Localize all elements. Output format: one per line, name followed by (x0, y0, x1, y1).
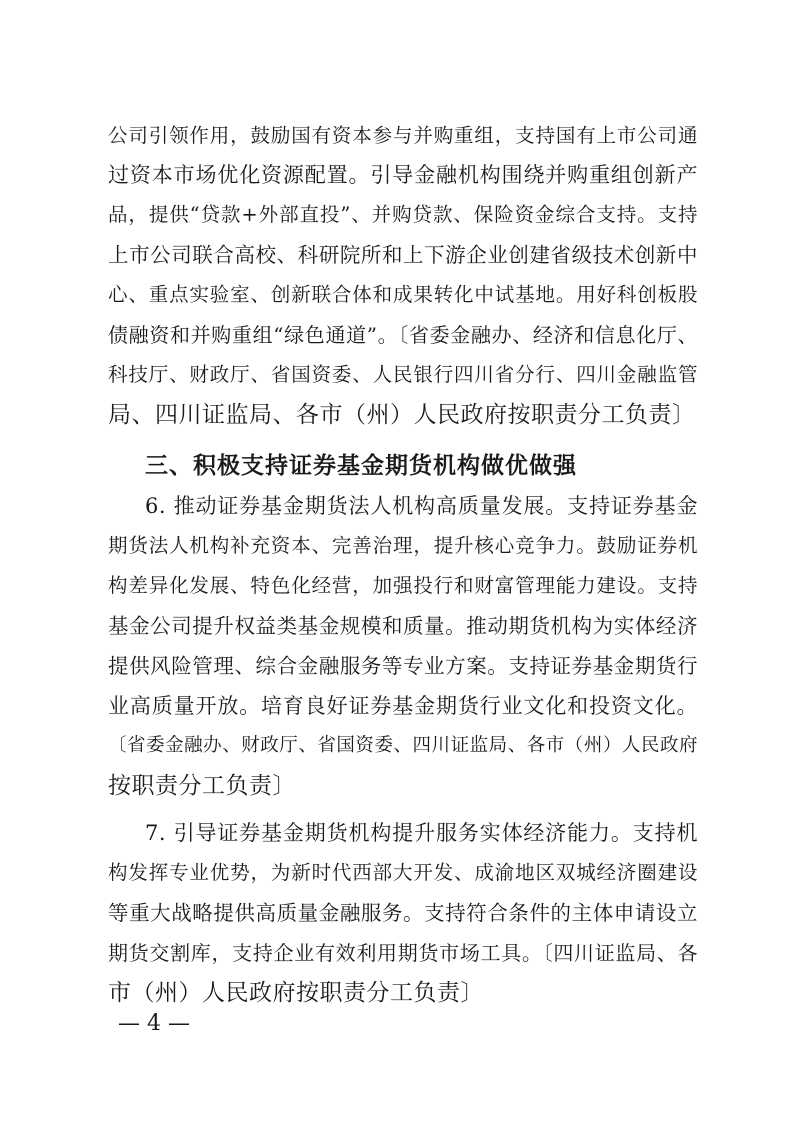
text-line: 业高质量开放。培育良好证券基金期货行业文化和投资文化。 (108, 694, 698, 718)
text-line: 上市公司联合高校、科研院所和上下游企业创建省级技术创新中 (108, 243, 698, 267)
text-line: 6. 推动证券基金期货法人机构高质量发展。支持证券基金 (145, 494, 698, 518)
text-line: 构发挥专业优势，为新时代西部大开发、成渝地区双城经济圈建设 (108, 861, 698, 884)
text-line: 公司引领作用，鼓励国有资本参与并购重组，支持国有上市公司通 (108, 124, 698, 147)
text-line: 债融资和并购重组“绿色通道”。〔省委金融办、经济和信息化厅、 (108, 323, 698, 347)
text-line: 〔省委金融办、财政厅、省国资委、四川证监局、各市（州）人民政府 (108, 735, 698, 756)
text-line: 构差异化发展、特色化经营，加强投行和财富管理能力建设。支持 (108, 574, 698, 597)
text-line: 提供风险管理、综合金融服务等专业方案。支持证券基金期货行 (108, 654, 698, 678)
text-line: 期货交割库，支持企业有效利用期货市场工具。〔四川证监局、各 (108, 941, 698, 965)
text-line: 局、四川证监局、各市（州）人民政府按职责分工负责〕 (108, 402, 696, 428)
text-line: 7. 引导证券基金期货机构提升服务实体经济能力。支持机 (145, 821, 698, 845)
text-line: 心、重点实验室、创新联合体和成果转化中试基地。用好科创板股 (108, 283, 698, 306)
text-line: 基金公司提升权益类基金规模和质量。推动期货机构为实体经济 (108, 614, 698, 638)
text-line: 科技厅、财政厅、省国资委、人民银行四川省分行、四川金融监管 (108, 363, 698, 386)
page-number: — 4 — (118, 1011, 190, 1036)
text-line: 按职责分工负责〕 (108, 773, 296, 799)
text-line: 品，提供“贷款+外部直投”、并购贷款、保险资金综合支持。支持 (108, 203, 698, 226)
text-line: 等重大战略提供高质量金融服务。支持符合条件的主体申请设立 (108, 901, 698, 925)
text-line: 市（州）人民政府按职责分工负责〕 (108, 980, 484, 1006)
section-heading: 三、积极支持证券基金期货机构做优做强 (145, 453, 577, 479)
text-line: 过资本市场优化资源配置。引导金融机构围绕并购重组创新产 (108, 163, 698, 187)
text-line: 期货法人机构补充资本、完善治理，提升核心竞争力。鼓励证券机 (108, 534, 698, 557)
